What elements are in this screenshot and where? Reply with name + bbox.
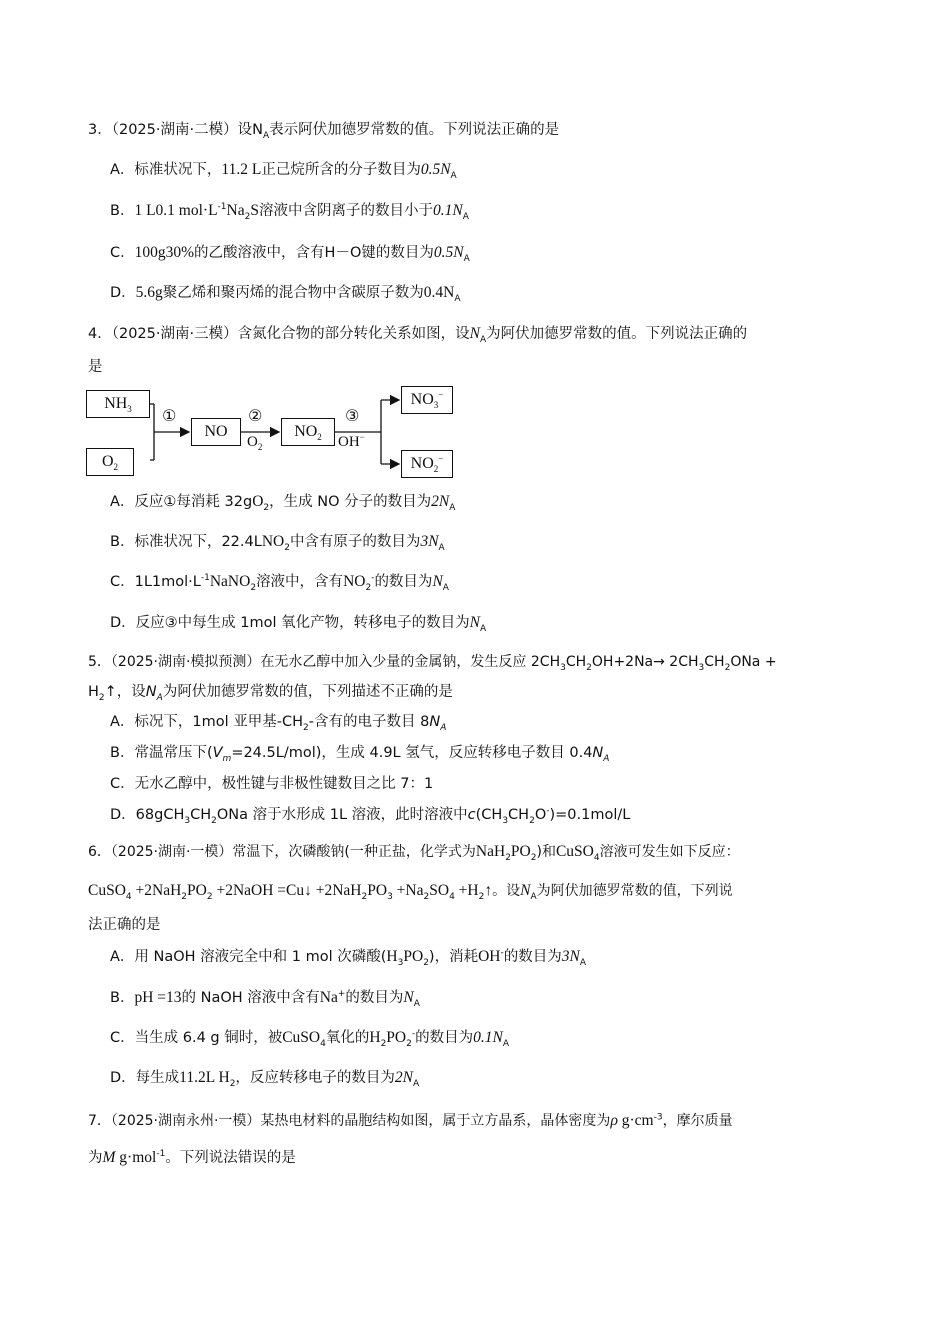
- question-5-option-c: C．无水乙醇中，极性键与非极性键数目之比 7：1: [110, 776, 434, 792]
- question-6-stem-cont: 法正确的是: [88, 917, 161, 933]
- question-3-option-a: A．标准状况下，11.2 L正己烷所含的分子数目为$0.5N_A$: [110, 161, 457, 181]
- question-6-option-a: A．用 NaOH 溶液完全中和 1 mol 次磷酸$(H_3PO_2)$，消耗OH-的数目为$3N_A$: [110, 948, 586, 968]
- box-no2: $NO_2$: [281, 418, 335, 446]
- box-no: NO: [191, 418, 241, 446]
- question-4-option-d: D．反应③中每生成 1mol 氧化产物，转移电子的数目为$N_A$: [110, 614, 487, 634]
- box-nh3: $NH_3$: [86, 390, 150, 418]
- reagent-oh-label: OH−: [338, 432, 365, 450]
- step-2-label: ②: [248, 406, 263, 425]
- step-3-label: ③: [345, 406, 360, 425]
- question-4-stem-cont: 是: [88, 359, 103, 375]
- nitrogen-conversion-diagram: [86, 382, 466, 482]
- question-4-option-a: A．反应①每消耗 $32gO_2$，生成 NO 分子的数目为$2N_A$: [110, 493, 456, 513]
- question-7-stem: 7．（2025·湖南永州·一模）某热电材料的晶胞结构如图，属于立方晶系，晶体密度为ρ $g\cdot cm^{-3}$，摩尔质量: [88, 1112, 733, 1129]
- box-nitrite: $NO_2^-$: [401, 450, 453, 478]
- question-4-option-c: C．$1L1mol\cdot L^{-1}NaNO_2$溶液中，含有$NO_2^-$的数目为$N_A$: [110, 573, 449, 593]
- question-6-option-b: B．pH =13的 NaOH 溶液中含有Na+的数目为$N_A$: [110, 989, 420, 1009]
- question-5-stem: 5．（2025·湖南·模拟预测）在无水乙醇中加入少量的金属钠，发生反应 $2CH_3CH_2OH+2Na\to 2CH_3CH_2ONa$ +: [88, 654, 777, 673]
- question-3-option-b: B．1 L0.1 $mol\cdot L^{-1}Na_2S$溶液中含阴离子的数目小于$0.1N_A$: [110, 202, 469, 222]
- question-3-option-c: C．100g30%的乙酸溶液中，含有H－O键的数目为$0.5N_A$: [110, 244, 470, 264]
- box-nitrate: $NO_3^-$: [401, 386, 453, 414]
- question-5-stem-cont: $H_2↑$，设$N_A$为阿伏加德罗常数的值，下列描述不正确的是: [88, 684, 453, 703]
- question-6-equation: CuSO$_4$ $+2NaH_2PO_2$ +2NaOH =Cu↓ $+2NaH_2PO_3 +Na_2SO_4$ $+H_2↑$。设$N_A$为阿伏加德罗常数的值，下列说: [88, 882, 733, 902]
- question-6-option-d: D．每生成11.2L $H_2$，反应转移电子的数目为$2N_A$: [110, 1069, 420, 1089]
- question-5-option-b: B．常温常压下$(V_m=24.5L/mol)$，生成 4.9L 氢气，反应转移电子数目 $0.4N_A$: [110, 745, 610, 764]
- question-5-option-a: A．标况下，1mol 亚甲基$-CH_2-$含有的电子数目 $8N_A$: [110, 714, 447, 733]
- question-3-option-d: D．5.6g聚乙烯和聚丙烯的混合物中含碳原子数为$0.4N_A$: [110, 284, 461, 304]
- question-4-stem: 4．（2025·湖南·三模）含氮化合物的部分转化关系如图，设$N_A$为阿伏加德罗常数的值。下列说法正确的: [88, 325, 748, 345]
- question-7-stem-cont: 为M g·mol$^{-1}$。下列说法错误的是: [88, 1149, 296, 1166]
- step-1-label: ①: [162, 406, 177, 425]
- question-6-option-c: C．当生成 6.4 g 铜时，被CuSO$_4$氧化的$H_2PO_2^-$的数目为$0.1N_A$: [110, 1029, 509, 1049]
- question-5-option-d: D．$68gCH_3CH_2ONa$ 溶于水形成 1L 溶液，此时溶液中$c(CH_3CH_2O^-)=0.1mol/L$: [110, 806, 631, 826]
- box-o2: $O_2$: [86, 448, 134, 476]
- reagent-o2-label: $O_2$: [247, 434, 263, 452]
- question-6-stem: 6．（2025·湖南·一模）常温下，次磷酸钠(一种正盐，化学式为$NaH_2PO_2$)和CuSO$_4$溶液可发生如下反应：: [88, 843, 740, 863]
- question-3-stem: 3．（2025·湖南·二模）设$N_A$表示阿伏加德罗常数的值。下列说法正确的是: [88, 122, 560, 141]
- question-4-option-b: B．标准状况下，$22.4LNO_2$中含有原子的数目为$3N_A$: [110, 533, 445, 553]
